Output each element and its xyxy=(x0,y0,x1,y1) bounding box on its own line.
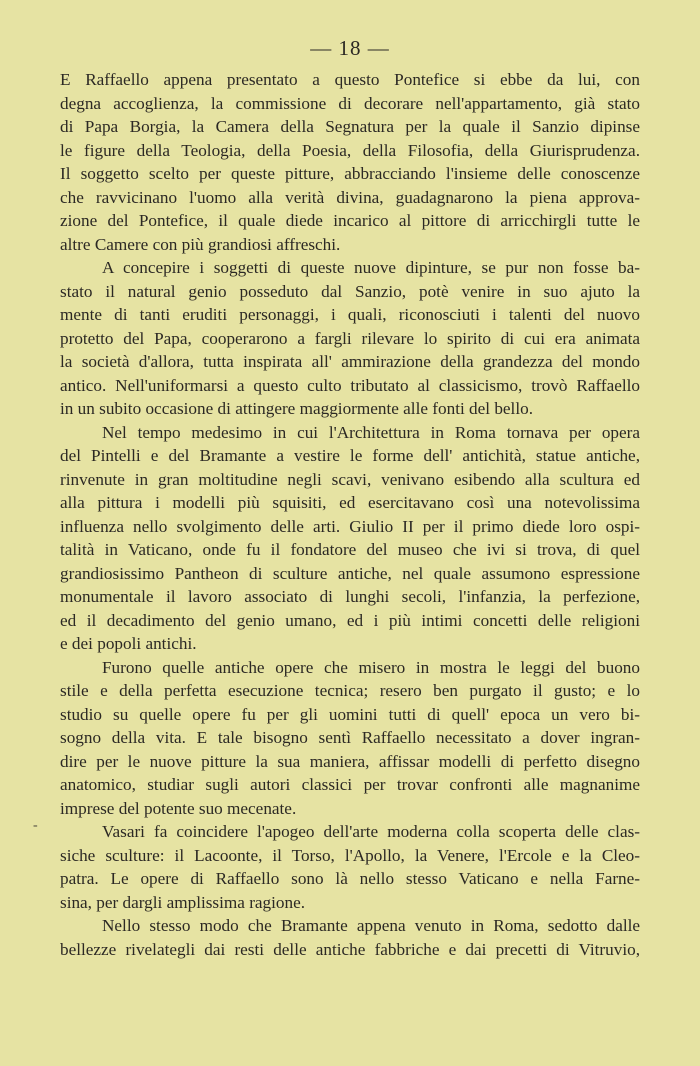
text-line: le figure della Teologia, della Poesia, della Filosofia, della Giurisprudenza. xyxy=(60,140,640,160)
text-line: stato il natural genio posseduto dal Sanzio, potè venire in suo ajuto la xyxy=(60,281,640,301)
text-line: influenza nello svolgimento delle arti. Giulio II per il primo diede loro ospi- xyxy=(60,516,640,536)
text-line: che ravvicinano l'uomo alla verità divina, guadagnarono la piena approva- xyxy=(60,187,640,207)
text-line: del Pintelli e del Bramante a vestire le forme dell' antichità, statue antiche, xyxy=(60,446,640,465)
text-line: monumentale il lavoro associato di lunghi secoli, l'infanzia, la perfezione, xyxy=(60,587,640,606)
text-line: zione del Pontefice, il quale diede incarico al pittore di arricchirgli tutte le xyxy=(60,211,640,230)
text-line: sogno della vita. E tale bisogno sentì Raffaello necessitato a dover ingran- xyxy=(60,728,640,747)
text-line: Vasari fa coincidere l'apogeo dell'arte moderna colla scoperta delle clas- xyxy=(102,822,640,841)
text-line: bellezze rivelategli dai resti delle antiche fabbriche e dai precetti di Vitruvio, xyxy=(60,939,640,959)
text-line: in un subito occasione di attingere maggiormente alle fonti del bello. xyxy=(60,399,534,418)
text-line: studio su quelle opere fu per gli uomini tutti di quell' epoca un vero bi- xyxy=(60,704,640,724)
text-line: talità in Vaticano, onde fu il fondatore del museo che ivi si trova, di quel xyxy=(60,540,640,559)
text-line: antico. Nell'uniformarsi a questo culto tributato al classicismo, trovò Raffaello xyxy=(60,375,640,395)
text-line: Furono quelle antiche opere che misero in mostra le leggi del buono xyxy=(102,657,640,677)
text-line: protetto del Papa, cooperarono a fargli rilevare lo spirito di cui era animata xyxy=(60,328,640,348)
paragraph-3 xyxy=(60,421,640,656)
text-line: patra. Le opere di Raffaello sono là nello stesso Vaticano e nella Farne- xyxy=(60,869,640,888)
text-line: A concepire i soggetti di queste nuove dipinture, se pur non fosse ba- xyxy=(102,258,640,277)
text-line: anatomico, studiar sugli autori classici per trovar confronti alle magnanime xyxy=(60,775,640,794)
text-line: Il soggetto scelto per queste pitture, abbracciando l'insieme delle conoscenze xyxy=(60,164,640,183)
text-line: alla pittura i modelli più squisiti, ed esercitavano così una notevolissima xyxy=(60,493,640,512)
text-line: di Papa Borgia, la Camera della Segnatura per la quale il Sanzio dipinse xyxy=(60,117,640,136)
text-line: Nel tempo medesimo in cui l'Architettura in Roma tornava per opera xyxy=(102,422,640,442)
text-line: siche sculture: il Lacoonte, il Torso, l'Apollo, la Venere, l'Ercole e la Cleo- xyxy=(60,845,640,865)
margin-mark: - xyxy=(33,818,38,833)
text-line: grandiosissimo Pantheon di sculture antiche, nel quale assumono espressione xyxy=(60,563,640,583)
paragraph-6 xyxy=(60,914,640,961)
text-line: mente di tanti eruditi personaggi, i quali, riconosciuti i talenti del nuovo xyxy=(60,305,640,324)
text-line: Nello stesso modo che Bramante appena venuto in Roma, sedotto dalle xyxy=(102,916,640,935)
text-line: sina, per dargli amplissima ragione. xyxy=(60,892,306,912)
text-line: e dei popoli antichi. xyxy=(60,634,197,653)
text-line: imprese del potente suo mecenate. xyxy=(60,798,297,818)
paragraph-1 xyxy=(60,68,640,256)
text-line: la società d'allora, tutta inspirata all' ammirazione della grandezza del mondo xyxy=(60,352,640,371)
text-line: stile e della perfetta esecuzione tecnica; resero ben purgato il gusto; e lo xyxy=(60,681,640,700)
paragraph-4 xyxy=(60,656,640,821)
text-line: dire per le nuove pitture la sua maniera, affissar modelli di perfetto disegno xyxy=(60,751,640,771)
text-line: E Raffaello appena presentato a questo Pontefice si ebbe da lui, con xyxy=(60,70,640,89)
page-number: — 18 — xyxy=(310,36,390,60)
text-line: ed il decadimento del genio umano, ed i più intimi concetti delle religioni xyxy=(60,610,640,630)
paragraph-5 xyxy=(60,820,640,914)
body-text xyxy=(60,68,640,961)
text-line: degna accoglienza, la commissione di decorare nell'appartamento, già stato xyxy=(60,93,640,113)
text-line: altre Camere con più grandiosi affreschi. xyxy=(60,234,341,254)
text-line: rinvenute in gran moltitudine negli scavi, venivano esibendo alla scultura ed xyxy=(60,469,640,489)
paragraph-2 xyxy=(60,256,640,421)
